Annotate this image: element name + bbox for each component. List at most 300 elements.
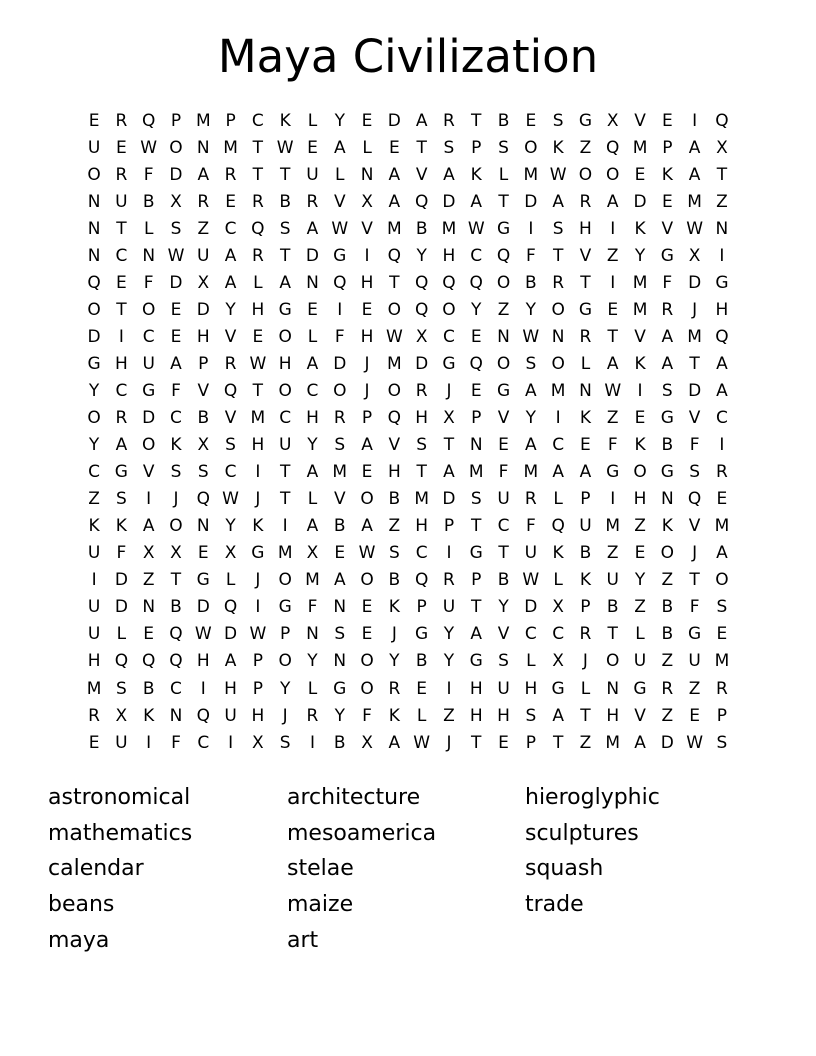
grid-letter: A	[170, 353, 182, 374]
grid-letter: P	[580, 489, 591, 510]
grid-letter: I	[610, 218, 616, 239]
grid-letter: E	[143, 624, 155, 645]
grid-letter: Q	[169, 624, 183, 645]
grid-letter: S	[115, 678, 127, 699]
grid-letter: I	[364, 245, 370, 266]
grid-letter: C	[524, 624, 537, 645]
grid-letter: H	[251, 435, 265, 456]
word-item: trade	[525, 891, 584, 917]
grid-letter: A	[388, 732, 401, 753]
grid-letter: Z	[388, 516, 401, 537]
grid-letter: U	[87, 624, 101, 645]
grid-letter: G	[333, 245, 347, 266]
grid-letter: B	[197, 408, 210, 429]
grid-letter: X	[142, 543, 155, 564]
grid-letter: Q	[606, 137, 620, 158]
grid-letter: M	[387, 353, 402, 374]
grid-letter: H	[415, 516, 429, 537]
grid-letter: C	[170, 408, 182, 429]
grid-letter: I	[309, 732, 315, 753]
grid-letter: L	[553, 570, 563, 591]
grid-letter: Y	[88, 380, 100, 401]
grid-letter: K	[634, 218, 646, 239]
grid-letter: O	[87, 408, 101, 429]
grid-letter: O	[360, 651, 374, 672]
grid-letter: O	[715, 570, 729, 591]
grid-letter: G	[278, 299, 292, 320]
word-item: beans	[48, 891, 115, 917]
grid-letter: U	[197, 245, 210, 266]
grid-letter: X	[306, 543, 319, 564]
grid-letter: M	[687, 191, 702, 212]
grid-letter: Q	[387, 408, 402, 429]
grid-letter: W	[522, 326, 540, 347]
grid-letter: I	[146, 732, 152, 753]
grid-letter: K	[143, 705, 155, 726]
grid-letter: O	[496, 353, 511, 374]
grid-letter: Q	[414, 570, 429, 591]
puzzle-title: Maya Civilization	[217, 30, 599, 83]
grid-letter: I	[446, 678, 452, 699]
grid-letter: T	[279, 462, 291, 483]
grid-letter: M	[605, 516, 621, 537]
grid-letter: F	[334, 326, 345, 347]
grid-letter: T	[689, 570, 700, 591]
grid-letter: E	[334, 543, 346, 564]
grid-letter: S	[716, 597, 728, 618]
grid-letter: M	[250, 408, 266, 429]
grid-letter: R	[88, 705, 100, 726]
grid-letter: T	[252, 380, 264, 401]
grid-letter: C	[197, 732, 210, 753]
grid-letter: J	[692, 299, 698, 320]
grid-letter: A	[470, 191, 483, 212]
grid-letter: T	[471, 597, 482, 618]
grid-letter: O	[606, 651, 620, 672]
grid-letter: C	[470, 245, 483, 266]
grid-letter: L	[335, 164, 345, 185]
grid-letter: Q	[387, 245, 402, 266]
grid-letter: D	[688, 380, 702, 401]
grid-letter: X	[688, 245, 701, 266]
grid-letter: T	[471, 732, 482, 753]
grid-letter: L	[416, 705, 427, 726]
grid-letter: D	[305, 245, 319, 266]
grid-letter: A	[634, 732, 646, 753]
grid-letter: X	[361, 191, 373, 212]
grid-letter: Q	[141, 651, 156, 672]
grid-letter: L	[635, 624, 645, 645]
grid-letter: Q	[414, 191, 429, 212]
grid-letter: G	[660, 245, 674, 266]
grid-letter: P	[170, 110, 182, 131]
grid-letter: B	[579, 543, 592, 564]
grid-letter: R	[443, 570, 455, 591]
grid-letter: O	[360, 489, 374, 510]
grid-letter: L	[307, 110, 318, 131]
grid-letter: A	[115, 435, 128, 456]
grid-letter: E	[116, 272, 127, 293]
grid-letter: V	[224, 408, 237, 429]
grid-letter: D	[87, 326, 101, 347]
grid-letter: R	[579, 326, 592, 347]
grid-letter: W	[522, 570, 540, 591]
grid-letter: Q	[496, 245, 511, 266]
grid-letter: D	[688, 272, 702, 293]
grid-letter: Z	[606, 245, 619, 266]
grid-letter: C	[88, 462, 101, 483]
grid-letter: A	[224, 272, 237, 293]
grid-letter: P	[525, 732, 536, 753]
grid-letter: G	[660, 462, 674, 483]
grid-letter: A	[306, 353, 319, 374]
grid-letter: K	[252, 516, 264, 537]
grid-letter: E	[88, 732, 100, 753]
grid-letter: H	[633, 489, 647, 510]
grid-letter: A	[306, 516, 319, 537]
grid-letter: I	[91, 570, 97, 591]
grid-letter: X	[197, 435, 210, 456]
word-list-column	[287, 780, 525, 958]
grid-letter: O	[551, 299, 565, 320]
grid-letter: H	[114, 353, 128, 374]
grid-letter: F	[362, 705, 372, 726]
grid-letter: J	[446, 732, 452, 753]
grid-letter: A	[361, 516, 373, 537]
grid-letter: Z	[579, 732, 592, 753]
grid-letter: K	[661, 516, 673, 537]
grid-letter: H	[306, 408, 319, 429]
grid-letter: D	[442, 191, 456, 212]
grid-letter: C	[224, 218, 237, 239]
grid-letter: W	[385, 326, 403, 347]
grid-letter: L	[307, 489, 318, 510]
grid-letter: H	[469, 678, 483, 699]
grid-letter: K	[661, 164, 673, 185]
grid-letter: H	[196, 326, 210, 347]
grid-letter: S	[525, 353, 537, 374]
grid-letter: O	[169, 137, 183, 158]
grid-letter: H	[360, 326, 374, 347]
grid-letter: B	[661, 435, 674, 456]
grid-letter: W	[194, 624, 212, 645]
grid-letter: Z	[716, 191, 728, 212]
grid-letter: B	[661, 597, 674, 618]
grid-letter: B	[606, 597, 619, 618]
grid-letter: G	[469, 651, 483, 672]
grid-letter: V	[361, 218, 373, 239]
grid-letter: R	[306, 705, 319, 726]
grid-letter: H	[251, 705, 265, 726]
grid-letter: A	[716, 543, 728, 564]
grid-letter: C	[170, 678, 182, 699]
grid-letter: N	[196, 516, 210, 537]
grid-letter: A	[306, 462, 319, 483]
grid-letter: Q	[223, 380, 238, 401]
grid-letter: T	[279, 164, 291, 185]
grid-letter: E	[307, 137, 318, 158]
grid-letter: I	[146, 489, 152, 510]
grid-letter: C	[497, 516, 510, 537]
grid-letter: F	[498, 462, 509, 483]
grid-letter: X	[252, 732, 264, 753]
grid-letter: V	[497, 408, 510, 429]
grid-letter: K	[579, 408, 591, 429]
grid-letter: H	[87, 651, 101, 672]
grid-letter: Q	[469, 353, 483, 374]
grid-letter: D	[387, 110, 401, 131]
grid-letter: A	[443, 164, 455, 185]
grid-letter: S	[225, 435, 236, 456]
grid-letter: N	[360, 164, 374, 185]
grid-letter: G	[251, 543, 265, 564]
grid-letter: P	[580, 597, 591, 618]
grid-letter: Y	[225, 299, 236, 320]
grid-letter: E	[634, 408, 646, 429]
grid-letter: F	[171, 732, 181, 753]
grid-letter: P	[471, 570, 482, 591]
grid-letter: T	[443, 435, 455, 456]
grid-letter: L	[307, 326, 318, 347]
grid-letter: R	[115, 408, 128, 429]
grid-letter: J	[582, 651, 588, 672]
grid-letter: T	[416, 137, 427, 158]
grid-letter: D	[415, 353, 429, 374]
grid-letter: O	[578, 164, 593, 185]
grid-letter: Q	[87, 272, 101, 293]
grid-letter: A	[415, 110, 428, 131]
grid-letter: D	[333, 353, 347, 374]
grid-letter: I	[610, 272, 616, 293]
grid-letter: E	[498, 732, 509, 753]
grid-letter: U	[87, 597, 101, 618]
grid-letter: X	[115, 705, 128, 726]
grid-letter: L	[143, 218, 154, 239]
word-item: squash	[525, 856, 604, 882]
grid-letter: Q	[442, 272, 456, 293]
grid-letter: T	[716, 164, 728, 185]
grid-letter: F	[171, 380, 181, 401]
grid-letter: E	[470, 326, 482, 347]
grid-letter: J	[255, 570, 261, 591]
grid-letter: F	[689, 597, 700, 618]
grid-letter: P	[280, 624, 291, 645]
grid-letter: Y	[443, 651, 455, 672]
grid-letter: Z	[197, 218, 210, 239]
grid-letter: P	[252, 651, 263, 672]
grid-letter: A	[716, 380, 728, 401]
grid-letter: I	[692, 110, 698, 131]
grid-letter: Z	[688, 678, 701, 699]
grid-letter: C	[115, 380, 128, 401]
grid-letter: G	[633, 678, 647, 699]
grid-letter: R	[443, 110, 455, 131]
grid-letter: A	[688, 137, 701, 158]
grid-letter: I	[446, 543, 452, 564]
grid-letter: J	[173, 489, 179, 510]
grid-letter: V	[579, 245, 592, 266]
grid-letter: E	[661, 191, 673, 212]
grid-letter: R	[251, 191, 264, 212]
grid-letter: N	[87, 218, 101, 239]
grid-letter: M	[523, 462, 539, 483]
grid-letter: Q	[196, 705, 210, 726]
grid-letter: E	[689, 705, 700, 726]
grid-letter: B	[170, 597, 182, 618]
grid-letter: T	[552, 245, 564, 266]
grid-letter: G	[469, 543, 483, 564]
grid-letter: G	[496, 218, 511, 239]
grid-letter: F	[525, 516, 536, 537]
grid-letter: E	[661, 110, 673, 131]
grid-letter: N	[660, 489, 674, 510]
grid-letter: H	[224, 678, 237, 699]
grid-letter: R	[224, 164, 237, 185]
word-list-column	[525, 780, 764, 958]
grid-letter: Z	[634, 516, 646, 537]
grid-letter: P	[716, 705, 728, 726]
grid-letter: J	[692, 543, 698, 564]
grid-letter: L	[526, 651, 536, 672]
grid-letter: M	[687, 326, 702, 347]
grid-letter: U	[115, 732, 128, 753]
grid-letter: E	[716, 489, 728, 510]
grid-letter: E	[634, 543, 646, 564]
grid-letter: D	[169, 272, 183, 293]
grid-letter: V	[634, 705, 646, 726]
grid-letter: G	[87, 353, 101, 374]
grid-letter: P	[361, 408, 373, 429]
grid-letter: Y	[389, 651, 400, 672]
grid-letter: H	[387, 462, 401, 483]
grid-letter: W	[467, 218, 485, 239]
word-item: architecture	[287, 785, 421, 811]
grid-letter: R	[524, 489, 537, 510]
grid-letter: Q	[223, 597, 238, 618]
grid-letter: A	[525, 380, 537, 401]
grid-letter: C	[115, 245, 128, 266]
grid-letter: Q	[551, 516, 565, 537]
grid-letter: A	[552, 705, 564, 726]
grid-letter: O	[87, 299, 101, 320]
grid-letter: E	[170, 326, 182, 347]
grid-letter: R	[661, 299, 674, 320]
grid-letter: I	[200, 678, 206, 699]
grid-letter: N	[87, 245, 101, 266]
grid-letter: Z	[497, 299, 510, 320]
grid-letter: X	[197, 272, 210, 293]
grid-letter: B	[388, 570, 401, 591]
grid-letter: S	[334, 435, 346, 456]
grid-letter: D	[524, 191, 538, 212]
grid-letter: W	[140, 137, 158, 158]
grid-letter: E	[716, 624, 728, 645]
grid-letter: D	[114, 597, 128, 618]
grid-letter: Z	[142, 570, 155, 591]
grid-letter: Z	[606, 543, 619, 564]
grid-letter: Z	[661, 705, 674, 726]
grid-letter: N	[333, 651, 347, 672]
grid-letter: Q	[251, 218, 265, 239]
grid-letter: G	[578, 299, 593, 320]
grid-letter: T	[498, 543, 509, 564]
grid-letter: E	[170, 299, 182, 320]
grid-letter: E	[361, 624, 373, 645]
grid-letter: Y	[334, 110, 345, 131]
grid-letter: P	[443, 516, 455, 537]
grid-letter: K	[634, 353, 646, 374]
grid-letter: V	[197, 380, 210, 401]
grid-letter: Q	[196, 489, 210, 510]
grid-letter: C	[306, 380, 319, 401]
grid-letter: E	[580, 435, 591, 456]
grid-letter: X	[170, 543, 182, 564]
word-item: art	[287, 927, 319, 953]
word-item: mesoamerica	[287, 820, 437, 846]
grid-letter: V	[661, 218, 674, 239]
grid-letter: T	[607, 326, 618, 347]
grid-letter: U	[278, 435, 292, 456]
grid-letter: R	[388, 678, 401, 699]
grid-letter: E	[634, 164, 646, 185]
grid-letter: J	[282, 705, 288, 726]
grid-letter: T	[471, 110, 482, 131]
grid-letter: M	[714, 651, 730, 672]
grid-letter: K	[115, 516, 127, 537]
grid-letter: A	[142, 516, 155, 537]
grid-letter: G	[688, 624, 702, 645]
grid-letter: H	[251, 299, 265, 320]
grid-letter: F	[116, 543, 127, 564]
grid-letter: W	[686, 218, 704, 239]
grid-letter: C	[279, 408, 292, 429]
grid-letter: T	[389, 272, 400, 293]
grid-letter: H	[606, 705, 620, 726]
grid-letter: T	[416, 462, 427, 483]
grid-letter: X	[170, 191, 182, 212]
grid-letter: M	[223, 137, 238, 158]
grid-letter: D	[196, 597, 210, 618]
grid-letter: H	[278, 353, 292, 374]
grid-letter: Z	[443, 705, 455, 726]
grid-letter: C	[142, 326, 155, 347]
grid-letter: B	[279, 191, 291, 212]
grid-letter: Y	[88, 435, 100, 456]
grid-letter: O	[660, 543, 675, 564]
grid-letter: K	[388, 597, 400, 618]
grid-letter: M	[523, 164, 539, 185]
grid-letter: G	[715, 272, 729, 293]
grid-letter: Q	[414, 299, 429, 320]
grid-letter: Y	[279, 678, 291, 699]
grid-letter: Z	[661, 651, 674, 672]
grid-letter: Y	[525, 408, 537, 429]
grid-letter: F	[662, 272, 673, 293]
grid-letter: S	[388, 543, 400, 564]
grid-letter: M	[550, 380, 566, 401]
grid-letter: T	[252, 137, 264, 158]
grid-letter: O	[360, 570, 374, 591]
grid-letter: A	[224, 651, 237, 672]
grid-letter: M	[414, 489, 429, 510]
grid-letter: V	[224, 326, 237, 347]
grid-letter: E	[498, 435, 509, 456]
grid-letter: A	[525, 435, 537, 456]
grid-letter: D	[442, 489, 456, 510]
grid-letter: P	[225, 110, 236, 131]
grid-letter: T	[252, 164, 264, 185]
grid-letter: M	[714, 516, 730, 537]
